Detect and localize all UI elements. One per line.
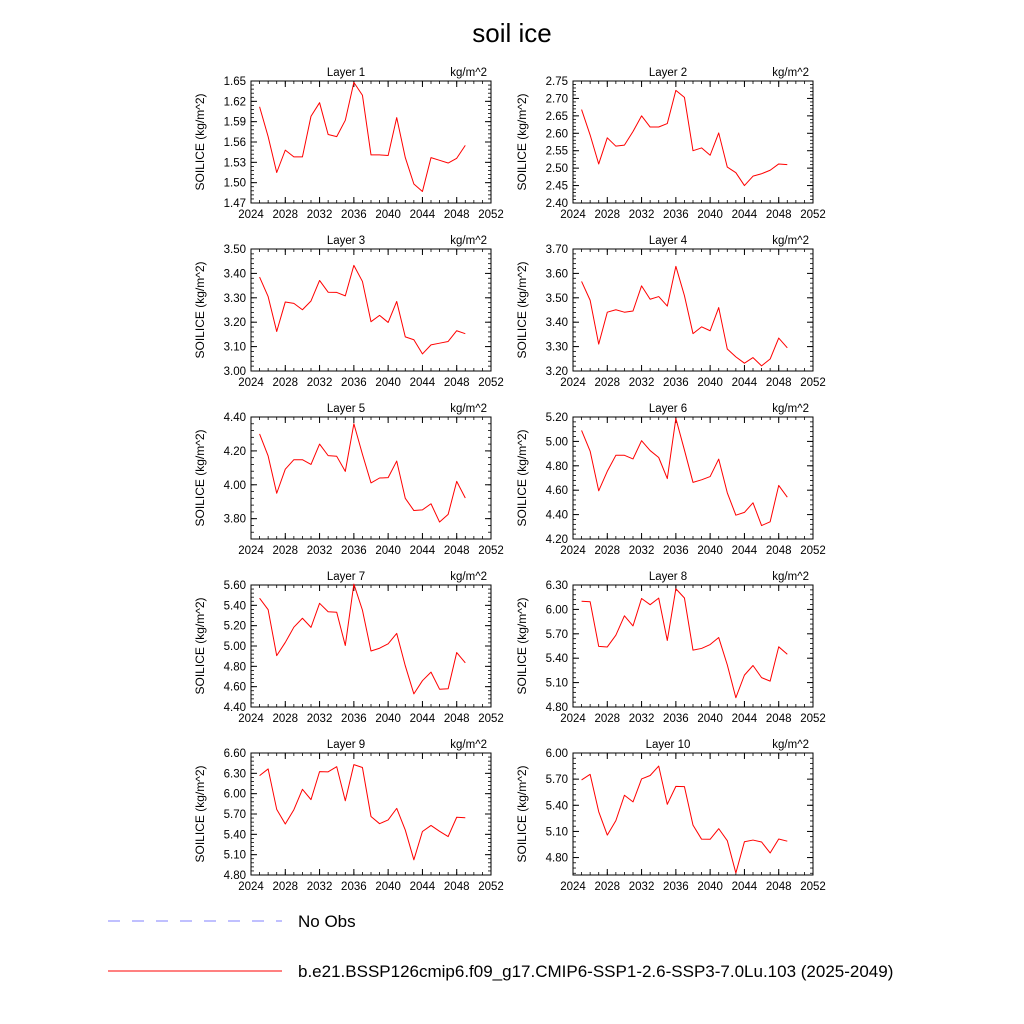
series-line (582, 589, 788, 698)
panel-units: kg/m^2 (450, 739, 487, 751)
y-tick-label: 5.70 (545, 628, 568, 641)
x-tick-label: 2024 (238, 377, 264, 389)
x-tick-label: 2032 (628, 881, 655, 893)
x-tick-label: 2032 (306, 881, 333, 893)
panel-7 (193, 571, 504, 725)
y-tick-label: 3.80 (223, 513, 246, 526)
panel-4 (515, 235, 826, 389)
y-tick-label: 3.30 (545, 341, 568, 354)
legend (108, 912, 893, 981)
y-tick-label: 5.10 (545, 826, 568, 839)
y-tick-label: 3.30 (223, 292, 246, 305)
panel-title: Layer 10 (645, 739, 691, 751)
x-tick-label: 2036 (341, 881, 367, 893)
y-tick-label: 1.53 (223, 157, 246, 170)
y-tick-label: 5.00 (545, 436, 568, 449)
y-axis-label: SOILICE (kg/m^2) (193, 261, 207, 359)
series-line (260, 82, 466, 191)
y-tick-label: 6.00 (545, 748, 568, 760)
x-tick-label: 2048 (765, 545, 792, 557)
x-tick-label: 2052 (800, 377, 826, 389)
panel-title: Layer 1 (326, 67, 366, 79)
panel-9 (193, 739, 504, 893)
y-tick-label: 3.20 (223, 317, 246, 330)
y-axis-label: SOILICE (kg/m^2) (515, 765, 529, 863)
panel-units: kg/m^2 (450, 571, 487, 583)
x-tick-label: 2032 (628, 545, 655, 557)
plot-frame (573, 753, 813, 875)
x-tick-label: 2028 (272, 713, 299, 725)
y-tick-label: 2.40 (545, 198, 568, 210)
x-tick-label: 2044 (731, 713, 758, 725)
x-tick-label: 2040 (697, 377, 723, 389)
series-line (260, 265, 466, 354)
y-tick-label: 4.80 (223, 661, 246, 674)
y-tick-label: 4.20 (223, 445, 246, 458)
panel-title: Layer 9 (326, 739, 366, 751)
y-tick-label: 6.30 (545, 580, 568, 592)
y-axis-label: SOILICE (kg/m^2) (193, 429, 207, 527)
x-tick-label: 2052 (478, 881, 504, 893)
plot-frame (251, 585, 491, 707)
y-tick-label: 4.40 (545, 509, 568, 522)
x-tick-label: 2036 (663, 545, 689, 557)
x-tick-label: 2040 (697, 713, 723, 725)
panel-6 (515, 403, 826, 557)
x-tick-label: 2024 (238, 545, 264, 557)
x-tick-label: 2036 (663, 713, 689, 725)
x-tick-label: 2040 (375, 545, 401, 557)
y-tick-label: 4.80 (545, 460, 568, 473)
y-tick-label: 2.70 (545, 93, 568, 106)
y-axis-label: SOILICE (kg/m^2) (515, 597, 529, 695)
y-tick-label: 3.50 (223, 244, 246, 256)
y-tick-label: 4.40 (223, 412, 246, 424)
x-tick-label: 2028 (272, 881, 299, 893)
x-tick-label: 2044 (731, 545, 758, 557)
series-line (260, 424, 466, 522)
x-tick-label: 2052 (478, 545, 504, 557)
x-tick-label: 2024 (560, 881, 586, 893)
y-tick-label: 1.47 (223, 198, 246, 210)
x-tick-label: 2040 (697, 545, 723, 557)
x-tick-label: 2032 (628, 377, 655, 389)
panel-1 (193, 67, 504, 221)
x-tick-label: 2044 (731, 377, 758, 389)
plot-frame (573, 585, 813, 707)
x-tick-label: 2044 (409, 713, 436, 725)
panel-title: Layer 7 (326, 571, 366, 583)
series-line (582, 418, 788, 525)
x-tick-label: 2028 (594, 545, 621, 557)
legend-label-no-obs: No Obs (298, 912, 356, 931)
x-tick-label: 2040 (375, 209, 401, 221)
y-tick-label: 4.20 (545, 534, 568, 546)
x-tick-label: 2032 (628, 209, 655, 221)
panel-title: Layer 4 (648, 235, 688, 247)
x-tick-label: 2052 (800, 209, 826, 221)
x-tick-label: 2024 (560, 545, 586, 557)
y-tick-label: 2.75 (545, 76, 568, 88)
y-tick-label: 3.00 (223, 366, 246, 378)
panel-units: kg/m^2 (450, 235, 487, 247)
x-tick-label: 2044 (409, 545, 436, 557)
y-tick-label: 5.70 (545, 774, 568, 787)
x-tick-label: 2036 (663, 377, 689, 389)
y-axis-label: SOILICE (kg/m^2) (193, 597, 207, 695)
x-tick-label: 2044 (731, 209, 758, 221)
x-tick-label: 2052 (800, 881, 826, 893)
y-tick-label: 2.50 (545, 163, 568, 176)
y-tick-label: 5.10 (545, 677, 568, 690)
y-tick-label: 4.80 (545, 852, 568, 865)
x-tick-label: 2048 (443, 545, 470, 557)
figure-title: soil ice (472, 18, 552, 48)
x-tick-label: 2036 (663, 881, 689, 893)
x-tick-label: 2024 (238, 209, 264, 221)
y-tick-label: 6.30 (223, 768, 246, 781)
series-line (260, 584, 466, 694)
y-tick-label: 4.80 (545, 702, 568, 714)
x-tick-label: 2028 (594, 881, 621, 893)
y-tick-label: 5.40 (545, 800, 568, 813)
x-tick-label: 2036 (341, 377, 367, 389)
x-tick-label: 2052 (478, 209, 504, 221)
plot-frame (251, 417, 491, 539)
x-tick-label: 2028 (272, 209, 299, 221)
y-tick-label: 3.60 (545, 268, 568, 281)
panel-title: Layer 3 (326, 235, 366, 247)
panel-units: kg/m^2 (772, 403, 809, 415)
panel-3 (193, 235, 504, 389)
x-tick-label: 2024 (238, 881, 264, 893)
y-tick-label: 3.40 (223, 268, 246, 281)
series-line (260, 765, 466, 860)
y-axis-label: SOILICE (kg/m^2) (515, 93, 529, 191)
y-axis-label: SOILICE (kg/m^2) (193, 93, 207, 191)
x-tick-label: 2040 (375, 881, 401, 893)
x-tick-label: 2048 (765, 881, 792, 893)
x-tick-label: 2040 (375, 377, 401, 389)
y-tick-label: 1.50 (223, 177, 246, 190)
x-tick-label: 2040 (697, 209, 723, 221)
x-tick-label: 2032 (306, 713, 333, 725)
x-tick-label: 2036 (341, 209, 367, 221)
y-tick-label: 5.60 (223, 580, 246, 592)
plot-frame (573, 417, 813, 539)
y-tick-label: 1.65 (223, 76, 246, 88)
y-tick-label: 5.40 (223, 829, 246, 842)
x-tick-label: 2044 (409, 209, 436, 221)
panel-title: Layer 5 (326, 403, 366, 415)
x-tick-label: 2028 (272, 545, 299, 557)
plot-frame (573, 81, 813, 203)
x-tick-label: 2024 (238, 713, 264, 725)
x-tick-label: 2052 (800, 713, 826, 725)
plot-frame (573, 249, 813, 371)
x-tick-label: 2048 (765, 377, 792, 389)
y-tick-label: 2.45 (545, 180, 568, 193)
y-axis-label: SOILICE (kg/m^2) (515, 261, 529, 359)
y-axis-label: SOILICE (kg/m^2) (515, 429, 529, 527)
panel-units: kg/m^2 (772, 67, 809, 79)
panel-8 (515, 571, 826, 725)
y-tick-label: 1.62 (223, 96, 246, 109)
x-tick-label: 2052 (800, 545, 826, 557)
series-line (582, 266, 788, 366)
panel-10 (515, 739, 826, 893)
y-tick-label: 5.20 (223, 620, 246, 633)
y-tick-label: 4.80 (223, 870, 246, 882)
panel-title: Layer 6 (648, 403, 688, 415)
y-tick-label: 6.00 (223, 788, 246, 801)
panel-units: kg/m^2 (450, 67, 487, 79)
y-tick-label: 2.55 (545, 145, 568, 158)
plot-frame (251, 81, 491, 203)
panels-grid (193, 67, 826, 893)
x-tick-label: 2040 (697, 881, 723, 893)
y-tick-label: 5.10 (223, 849, 246, 862)
y-tick-label: 3.10 (223, 341, 246, 354)
x-tick-label: 2044 (409, 377, 436, 389)
x-tick-label: 2028 (594, 377, 621, 389)
x-tick-label: 2044 (409, 881, 436, 893)
y-tick-label: 4.60 (545, 485, 568, 498)
y-axis-label: SOILICE (kg/m^2) (193, 765, 207, 863)
x-tick-label: 2024 (560, 713, 586, 725)
x-tick-label: 2048 (765, 209, 792, 221)
x-tick-label: 2032 (628, 713, 655, 725)
x-tick-label: 2028 (594, 209, 621, 221)
x-tick-label: 2028 (594, 713, 621, 725)
x-tick-label: 2032 (306, 209, 333, 221)
y-tick-label: 5.40 (223, 600, 246, 613)
x-tick-label: 2036 (663, 209, 689, 221)
panel-title: Layer 8 (648, 571, 688, 583)
x-tick-label: 2024 (560, 209, 586, 221)
panel-title: Layer 2 (648, 67, 688, 79)
x-tick-label: 2048 (443, 209, 470, 221)
x-tick-label: 2048 (443, 377, 470, 389)
y-tick-label: 6.00 (545, 604, 568, 617)
x-tick-label: 2048 (443, 881, 470, 893)
series-line (582, 90, 788, 185)
panel-units: kg/m^2 (450, 403, 487, 415)
y-tick-label: 5.20 (545, 412, 568, 424)
y-tick-label: 3.40 (545, 317, 568, 330)
x-tick-label: 2048 (443, 713, 470, 725)
x-tick-label: 2032 (306, 545, 333, 557)
x-tick-label: 2052 (478, 377, 504, 389)
x-tick-label: 2044 (731, 881, 758, 893)
y-tick-label: 5.70 (223, 809, 246, 821)
y-tick-label: 4.60 (223, 681, 246, 694)
y-tick-label: 1.56 (223, 137, 246, 149)
y-tick-label: 4.40 (223, 702, 246, 714)
y-tick-label: 5.00 (223, 641, 246, 653)
x-tick-label: 2040 (375, 713, 401, 725)
panel-2 (515, 67, 826, 221)
plot-frame (251, 249, 491, 371)
x-tick-label: 2032 (306, 377, 333, 389)
x-tick-label: 2036 (341, 713, 367, 725)
y-tick-label: 5.40 (545, 653, 568, 666)
x-tick-label: 2024 (560, 377, 586, 389)
y-tick-label: 3.70 (545, 244, 568, 256)
y-tick-label: 4.00 (223, 479, 246, 492)
y-tick-label: 2.60 (545, 128, 568, 141)
x-tick-label: 2036 (341, 545, 367, 557)
panel-units: kg/m^2 (772, 739, 809, 751)
y-tick-label: 2.65 (545, 110, 568, 123)
x-tick-label: 2048 (765, 713, 792, 725)
y-tick-label: 3.20 (545, 366, 568, 378)
y-tick-label: 6.60 (223, 748, 246, 760)
panel-units: kg/m^2 (772, 571, 809, 583)
series-line (582, 766, 788, 873)
y-tick-label: 1.59 (223, 116, 246, 129)
legend-label-case: b.e21.BSSP126cmip6.f09_g17.CMIP6-SSP1-2.6-SSP3-7.0Lu.103 (2025-2049) (298, 962, 894, 981)
x-tick-label: 2052 (478, 713, 504, 725)
panel-5 (193, 403, 504, 557)
panel-units: kg/m^2 (772, 235, 809, 247)
y-tick-label: 3.50 (545, 292, 568, 305)
x-tick-label: 2028 (272, 377, 299, 389)
